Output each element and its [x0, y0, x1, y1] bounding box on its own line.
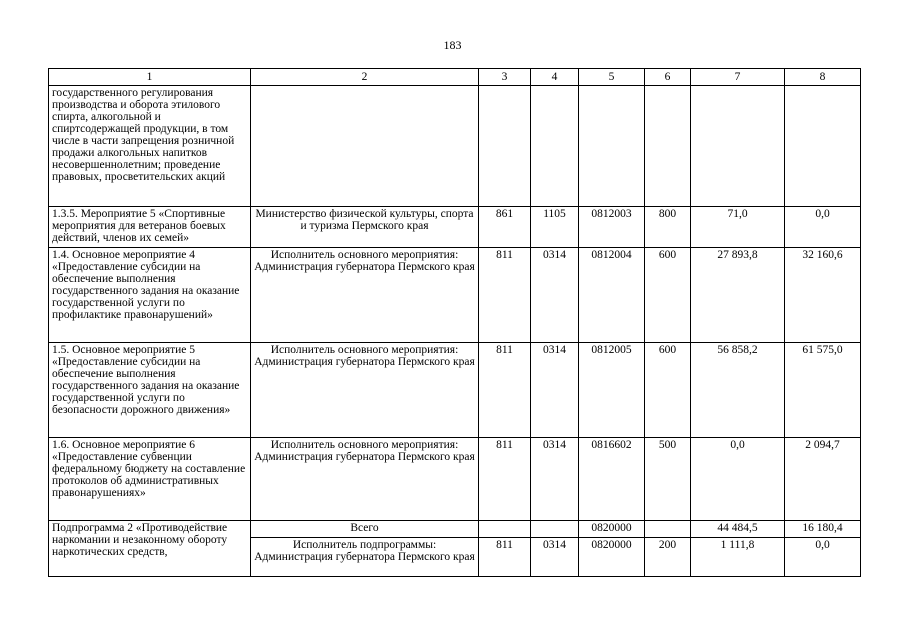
table-row-subprogram-total: [49, 521, 861, 538]
row-value-2014: [691, 86, 785, 207]
header-col-6: 6: [645, 69, 691, 86]
subprogram-total-grbs: [479, 521, 531, 538]
row-value-2014: 56 858,2: [691, 343, 785, 438]
row-name: 1.4. Основное мероприятие 4 «Предоставление субсидии на обеспечение выполнения государственного задания на оказание государственной услуги по профилактике правонарушений»: [49, 248, 251, 343]
subprogram-exec-value-2014: 1 111,8: [691, 538, 785, 577]
table-row: [49, 207, 861, 248]
row-vr: 500: [645, 438, 691, 521]
row-name: государственного регулирования производства и оборота этилового спирта, алкогольной и спиртсодержащей продукции, в том числе в части запрещения розничной продажи алкогольных напитков несовершеннолетним; проведение правовых, просветительских акций: [49, 86, 251, 207]
subprogram-total-csr: 0820000: [579, 521, 645, 538]
row-grbs: 811: [479, 438, 531, 521]
subprogram-exec-grbs: 811: [479, 538, 531, 577]
header-col-8: 8: [785, 69, 861, 86]
row-grbs: [479, 86, 531, 207]
subprogram-exec-vr: 200: [645, 538, 691, 577]
row-value-2014: 0,0: [691, 438, 785, 521]
header-row: [49, 69, 861, 86]
row-vr: 600: [645, 248, 691, 343]
table-row: [49, 438, 861, 521]
row-name: 1.5. Основное мероприятие 5 «Предоставление субсидии на обеспечение выполнения государственного задания на оказание государственной услуги по безопасности дорожного движения»: [49, 343, 251, 438]
subprogram-exec-value-2015: 0,0: [785, 538, 861, 577]
table-row: [49, 343, 861, 438]
header-col-4: 4: [531, 69, 579, 86]
header-col-1: 1: [49, 69, 251, 86]
row-value-2015: [785, 86, 861, 207]
row-rzpr: 0314: [531, 343, 579, 438]
header-col-2: 2: [251, 69, 479, 86]
row-vr: 800: [645, 207, 691, 248]
subprogram-total-vr: [645, 521, 691, 538]
row-name: 1.3.5. Мероприятие 5 «Спортивные мероприятия для ветеранов боевых действий, членов их семей»: [49, 207, 251, 248]
row-csr: 0812003: [579, 207, 645, 248]
row-value-2015: 32 160,6: [785, 248, 861, 343]
row-csr: 0816602: [579, 438, 645, 521]
header-col-5: 5: [579, 69, 645, 86]
page-number: 183: [443, 38, 462, 52]
row-vr: [645, 86, 691, 207]
row-executor: Исполнитель основного мероприятия: Администрация губернатора Пермского края: [251, 438, 479, 521]
budget-table: [48, 68, 861, 577]
subprogram-total-rzpr: [531, 521, 579, 538]
row-grbs: 811: [479, 343, 531, 438]
row-executor: Исполнитель основного мероприятия: Администрация губернатора Пермского края: [251, 343, 479, 438]
row-rzpr: 0314: [531, 248, 579, 343]
table-row: [49, 248, 861, 343]
row-value-2014: 27 893,8: [691, 248, 785, 343]
row-rzpr: 1105: [531, 207, 579, 248]
row-rzpr: [531, 86, 579, 207]
subprogram-name: Подпрограмма 2 «Противодействие наркомании и незаконному обороту наркотических средств,: [49, 521, 251, 577]
table-row: [49, 86, 861, 207]
header-col-3: 3: [479, 69, 531, 86]
subprogram-total-value-2015: 16 180,4: [785, 521, 861, 538]
subprogram-exec-rzpr: 0314: [531, 538, 579, 577]
row-csr: 0812004: [579, 248, 645, 343]
row-rzpr: 0314: [531, 438, 579, 521]
subprogram-total-label: Всего: [251, 521, 479, 538]
row-value-2014: 71,0: [691, 207, 785, 248]
row-csr: 0812005: [579, 343, 645, 438]
row-value-2015: 0,0: [785, 207, 861, 248]
subprogram-exec-csr: 0820000: [579, 538, 645, 577]
row-name: 1.6. Основное мероприятие 6 «Предоставление субвенции федеральному бюджету на составление протоколов об административных правонарушениях»: [49, 438, 251, 521]
subprogram-executor: Исполнитель подпрограммы: Администрация губернатора Пермского края: [251, 538, 479, 577]
row-value-2015: 2 094,7: [785, 438, 861, 521]
row-grbs: 811: [479, 248, 531, 343]
row-csr: [579, 86, 645, 207]
row-executor: Министерство физической культуры, спорта и туризма Пермского края: [251, 207, 479, 248]
subprogram-total-value-2014: 44 484,5: [691, 521, 785, 538]
row-grbs: 861: [479, 207, 531, 248]
row-executor: [251, 86, 479, 207]
row-vr: 600: [645, 343, 691, 438]
row-value-2015: 61 575,0: [785, 343, 861, 438]
header-col-7: 7: [691, 69, 785, 86]
row-executor: Исполнитель основного мероприятия: Администрация губернатора Пермского края: [251, 248, 479, 343]
